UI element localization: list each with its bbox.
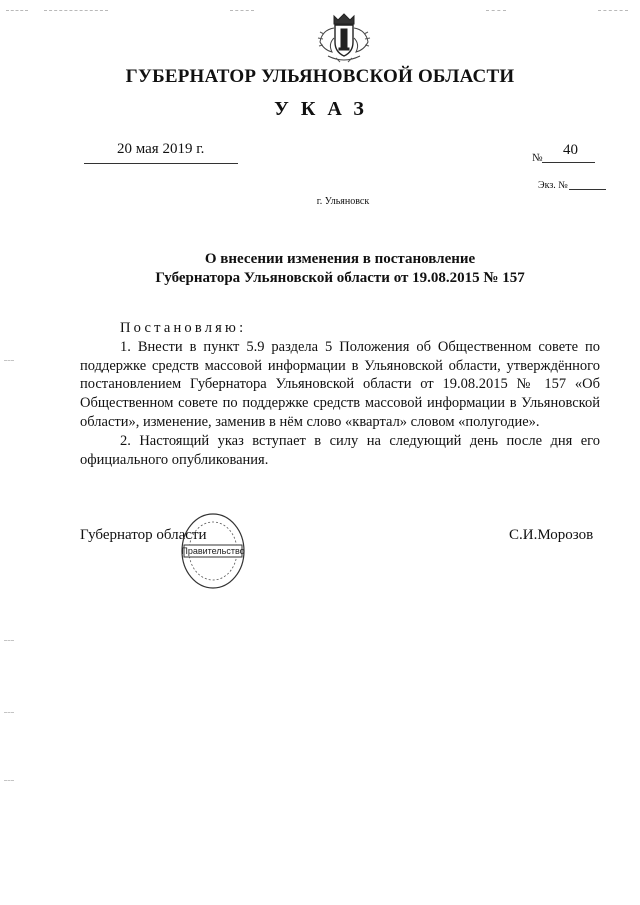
scan-artifact xyxy=(44,10,108,12)
seal-label: Правительство xyxy=(181,546,245,556)
document-heading xyxy=(80,250,600,288)
clause-2: 2. Настоящий указ вступает в силу на следующий день после дня его официального опубликования. xyxy=(80,432,600,468)
document-date: 20 мая 2019 г. xyxy=(117,141,205,157)
heading-line-1: О внесении изменения в постановление xyxy=(204,251,476,267)
coat-of-arms-icon xyxy=(316,12,372,64)
official-seal xyxy=(180,512,246,590)
date-underline xyxy=(84,163,238,164)
issuing-authority: ГУБЕРНАТОР УЛЬЯНОВСКОЙ ОБЛАСТИ xyxy=(125,66,515,87)
issue-city: г. Ульяновск xyxy=(316,196,370,207)
heading-line-2: Губернатора Ульяновской области от 19.08.2015 № 157 xyxy=(155,270,525,286)
number-underline xyxy=(542,162,595,163)
scan-artifact xyxy=(4,780,14,781)
clause-1: 1. Внести в пункт 5.9 раздела 5 Положения об Общественном совете по поддержке средств массовой информации в Ульяновской области, утверждённого постановлением Губернатора Ульяновской области от 19.08.2015 № 157 «Об Общественном совете по поддержке средств массовой информации в Ульяновской области», изменение, заменив в нём слово «квартал» словом «полугодие». xyxy=(80,338,600,430)
number-sign: № xyxy=(532,152,543,164)
document-number: 40 xyxy=(563,142,578,158)
scan-artifact xyxy=(4,712,14,713)
copy-number-label: Экз. № xyxy=(538,180,568,191)
decree-word: Постановляю: xyxy=(120,320,247,336)
scan-artifact xyxy=(230,10,254,12)
scan-artifact xyxy=(6,10,28,12)
document-body xyxy=(80,319,600,469)
document-type: УКАЗ xyxy=(274,98,376,120)
scan-artifact xyxy=(4,640,14,641)
signer-name: С.И.Морозов xyxy=(509,527,594,543)
scan-artifact xyxy=(598,10,628,12)
signer-position: Губернатор области xyxy=(80,527,207,543)
scan-artifact xyxy=(4,360,14,361)
scan-artifact xyxy=(486,10,506,12)
copy-number-underline xyxy=(569,189,606,190)
